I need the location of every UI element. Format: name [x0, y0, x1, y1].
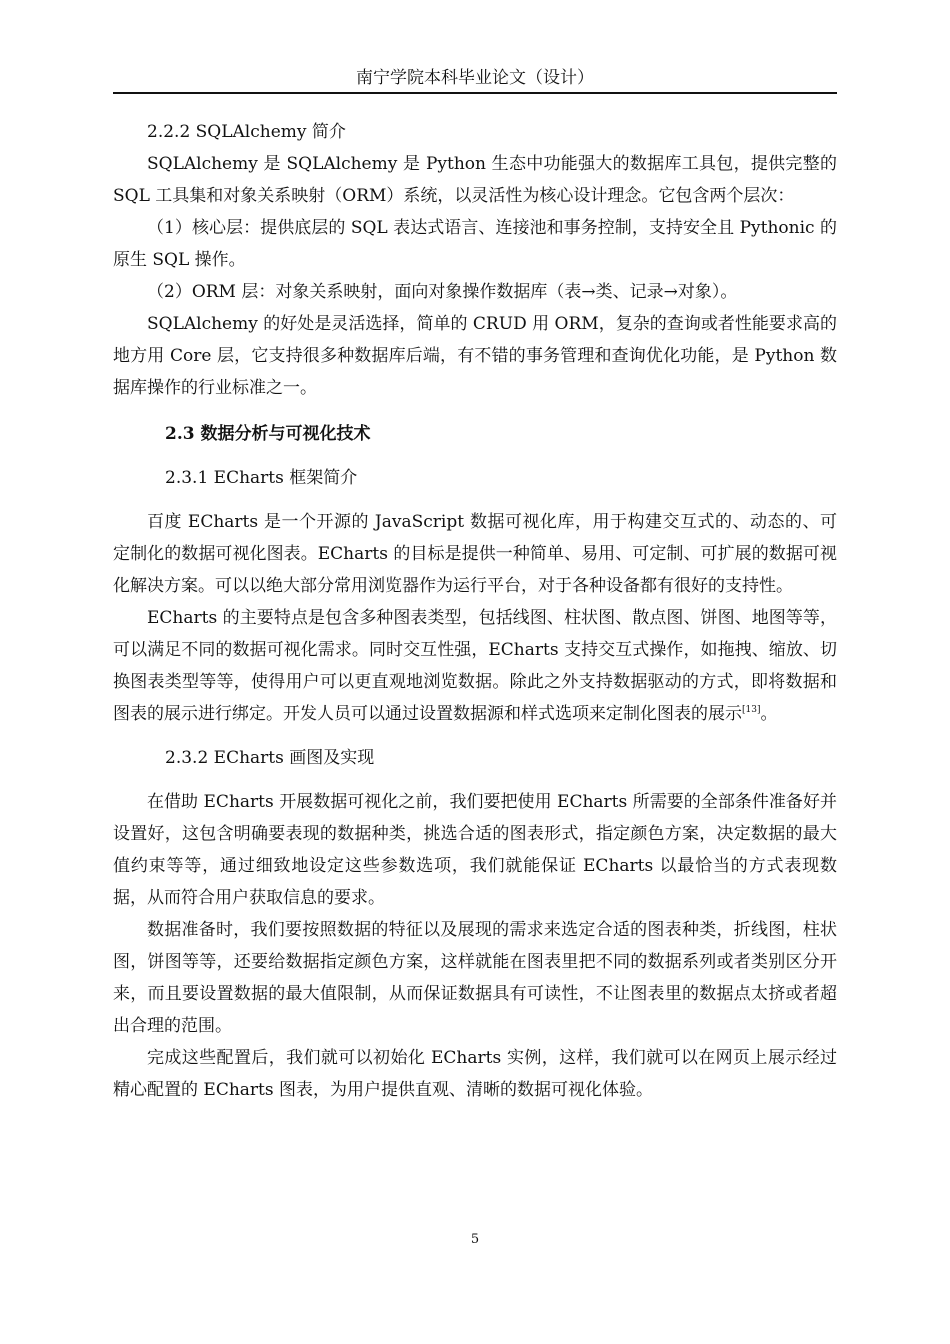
section-heading-2-3: 2.3 数据分析与可视化技术	[165, 424, 371, 444]
paragraph: 数据准备时，我们要按照数据的特征以及展现的需求来选定合适的图表种类，折线图，柱状图，饼图等等，还要给数据指定颜色方案，这样就能在图表里把不同的数据系列或者类别区分开来，而且要设置数据的最大值限制，从而保证数据具有可读性，不让图表里的数据点太挤或者超出合理的范围。	[113, 920, 837, 1036]
page-header-title: 南宁学院本科毕业论文（设计）	[356, 68, 594, 88]
header-rule	[113, 92, 837, 94]
paragraph: SQLAlchemy 是 SQLAlchemy 是 Python 生态中功能强大的数据库工具包，提供完整的 SQL 工具集和对象关系映射（ORM）系统，以灵活性为核心设计理念。它包含两个层次：	[113, 154, 837, 206]
section-heading-2-2-2: 2.2.2 SQLAlchemy 简介	[147, 122, 346, 142]
paragraph: 在借助 ECharts 开展数据可视化之前，我们要把使用 ECharts 所需要的全部条件准备好并设置好，这包含明确要表现的数据种类，挑选合适的图表形式，指定颜色方案，决定数据的最大值约束等等，通过细致地设定这些参数选项，我们就能保证 ECharts 以最恰当的方式表现数据，从而符合用户获取信息的要求。	[113, 792, 837, 908]
paragraph-end: 。	[760, 704, 778, 724]
paragraph	[113, 602, 837, 730]
paragraph: 完成这些配置后，我们就可以初始化 ECharts 实例，这样，我们就可以在网页上展示经过精心配置的 ECharts 图表，为用户提供直观、清晰的数据可视化体验。	[113, 1048, 837, 1100]
citation-ref: [13]	[742, 705, 761, 715]
section-heading-2-3-2: 2.3.2 ECharts 画图及实现	[165, 748, 375, 768]
page-body	[113, 116, 837, 1106]
paragraph-text: ECharts 的主要特点是包含多种图表类型，包括线图、柱状图、散点图、饼图、地图等等，可以满足不同的数据可视化需求。同时交互性强，ECharts 支持交互式操作，如拖拽、缩放、切换图表类型等等，使得用户可以更直观地浏览数据。除此之外支持数据驱动的方式，即将数据和图表的展示进行绑定。开发人员可以通过设置数据源和样式选项来定制化图表的展示	[113, 608, 837, 724]
list-item: （2）ORM 层：对象关系映射，面向对象操作数据库（表→类、记录→对象）。	[147, 282, 738, 302]
paragraph: SQLAlchemy 的好处是灵活选择，简单的 CRUD 用 ORM，复杂的查询或者性能要求高的地方用 Core 层，它支持很多种数据库后端，有不错的事务管理和查询优化功能，是 Python 数据库操作的行业标准之一。	[113, 314, 837, 398]
section-heading-2-3-1: 2.3.1 ECharts 框架简介	[165, 468, 358, 488]
list-item: （1）核心层：提供底层的 SQL 表达式语言、连接池和事务控制，支持安全且 Pythonic 的原生 SQL 操作。	[113, 218, 837, 270]
page-number: 5	[470, 1232, 480, 1247]
paragraph: 百度 ECharts 是一个开源的 JavaScript 数据可视化库，用于构建交互式的、动态的、可定制化的数据可视化图表。ECharts 的目标是提供一种简单、易用、可定制、可扩展的数据可视化解决方案。可以以绝大部分常用浏览器作为运行平台，对于各种设备都有很好的支持性。	[113, 512, 837, 596]
